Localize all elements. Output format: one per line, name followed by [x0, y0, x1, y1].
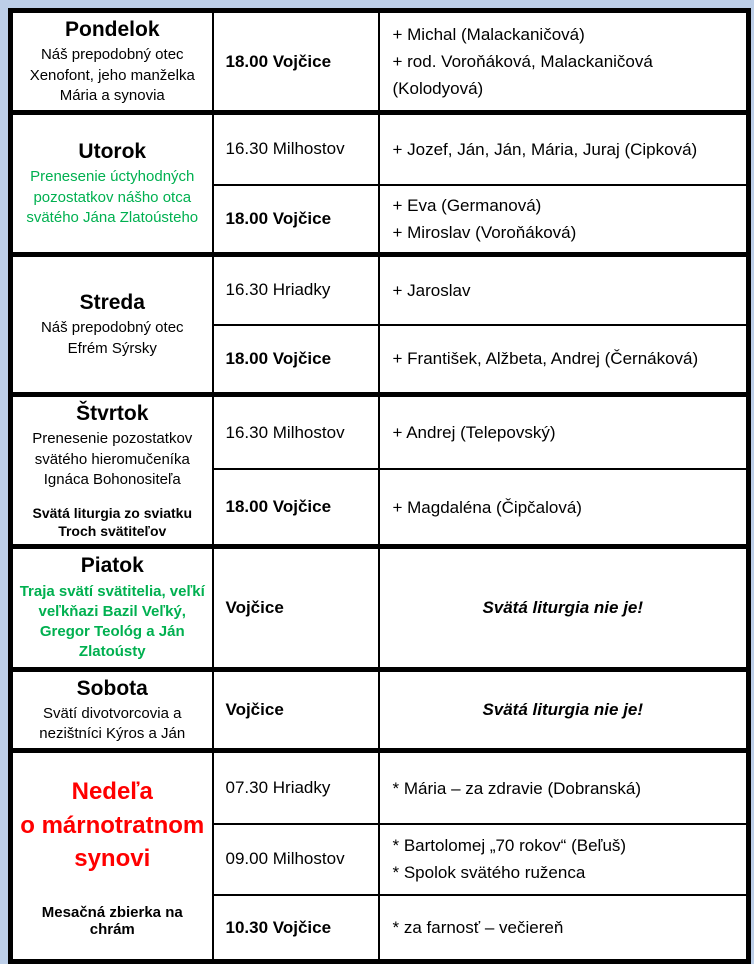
intention-line: + Jaroslav [392, 280, 471, 300]
intention-line: + Eva (Germanová) [392, 195, 542, 215]
no-liturgy-cell: Svätá liturgia nie je! [379, 547, 749, 669]
liturgical-schedule-table [8, 8, 751, 964]
time-place-cell: 10.30 Vojčice [213, 895, 379, 962]
intentions-cell [379, 824, 749, 895]
day-name: Streda [79, 291, 145, 315]
day-name: Utorok [78, 140, 147, 163]
row-pondelok [11, 11, 749, 113]
time-place-cell: 07.30 Hriadky [213, 751, 379, 824]
time-place-cell: 16.30 Milhostov [213, 395, 379, 470]
intention-line: * za farnosť – večiereň [392, 918, 564, 938]
row-stvrtok-1 [11, 395, 749, 470]
sunday-title [19, 775, 206, 876]
intentions-cell [379, 895, 749, 962]
intentions-cell [379, 185, 749, 255]
intention-line: * Mária – za zdravie (Dobranská) [392, 778, 641, 798]
intention-line: + Magdaléna (Čipčalová) [392, 497, 582, 517]
intentions-cell [379, 325, 749, 395]
time-place-cell: Vojčice [213, 547, 379, 669]
row-piatok [11, 547, 749, 669]
day-note: Svätá liturgia zo sviatku Troch svätiteľov [32, 505, 192, 540]
intention-line: + František, Alžbeta, Andrej (Černáková) [392, 349, 699, 369]
intention-line: + Andrej (Telepovský) [392, 422, 556, 442]
time-place-cell: Vojčice [213, 669, 379, 751]
time-place-cell: 18.00 Vojčice [213, 469, 379, 547]
time-place-cell: 18.00 Vojčice [213, 325, 379, 395]
intentions-cell [379, 469, 749, 547]
row-sobota [11, 669, 749, 751]
day-cell-streda [11, 255, 213, 395]
day-name: Sobota [76, 676, 148, 700]
day-name: Piatok [80, 554, 144, 578]
day-name: Štvrtok [76, 402, 149, 425]
no-liturgy-cell: Svätá liturgia nie je! [379, 669, 749, 751]
time-place-cell: 18.00 Vojčice [213, 11, 379, 113]
sunday-title-line: o márnotratnom [20, 811, 205, 839]
day-description: Prenesenie pozostatkov svätého hieromučeníka Ignáca Bohonositeľa [32, 430, 193, 488]
time-place-cell: 16.30 Hriadky [213, 255, 379, 325]
day-description: Náš prepodobný otec Efrém Sýrsky [40, 319, 184, 357]
time-place-cell: 09.00 Milhostov [213, 824, 379, 895]
day-description: Prenesenie úctyhodných pozostatkov nášho otca svätého Jána Zlatoústeho [26, 168, 199, 226]
time-place-cell: 16.30 Milhostov [213, 113, 379, 185]
sunday-title-line: Nedeľa [71, 777, 153, 805]
day-note: Mesačná zbierka na chrám [41, 903, 183, 938]
intentions-cell [379, 255, 749, 325]
day-description: Náš prepodobný otec Xenofont, jeho manželka Mária a synovia [29, 46, 195, 104]
day-description: Traja svätí svätitelia, veľkí veľkňazi Bazil Veľký, Gregor Teológ a Ján Zlatoústy [19, 582, 205, 661]
row-nedela-1 [11, 751, 749, 824]
day-name: Pondelok [64, 18, 160, 41]
day-cell-piatok [11, 547, 213, 669]
day-description: Svätí divotvorcovia a nezištníci Kýros a Ján [39, 704, 186, 743]
day-cell-sobota [11, 669, 213, 751]
day-cell-pondelok [11, 11, 213, 113]
time-place-cell: 18.00 Vojčice [213, 185, 379, 255]
day-cell-utorok [11, 113, 213, 255]
intention-line: * Bartolomej „70 rokov“ (Beľuš) [392, 836, 627, 856]
sunday-title-line: synovi [74, 845, 151, 873]
intentions-cell [379, 751, 749, 824]
intention-line: + rod. Voroňáková, Malackaničová (Kolodyová) [392, 51, 653, 99]
intention-line: + Michal (Malackaničová) [392, 24, 585, 44]
intentions-cell [379, 113, 749, 185]
intentions-cell [379, 395, 749, 470]
day-cell-nedela [11, 751, 213, 962]
intention-line: + Miroslav (Voroňáková) [392, 222, 577, 242]
day-cell-stvrtok [11, 395, 213, 547]
row-utorok-1 [11, 113, 749, 185]
row-streda-1 [11, 255, 749, 325]
intentions-cell [379, 11, 749, 113]
intention-line: * Spolok svätého ruženca [392, 863, 586, 883]
intention-line: + Jozef, Ján, Ján, Mária, Juraj (Cipková) [392, 139, 698, 159]
